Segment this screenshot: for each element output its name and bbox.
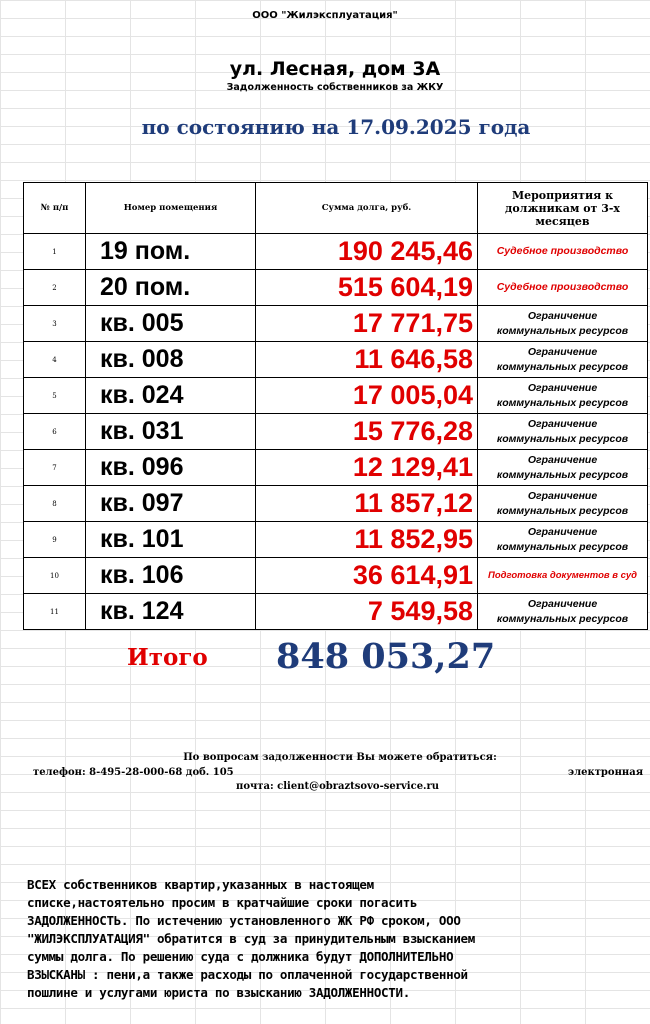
room-number: кв. 124	[86, 594, 256, 630]
col-header-room: Номер помещения	[86, 183, 256, 234]
table-row	[24, 522, 648, 558]
row-number: 6	[24, 414, 86, 450]
notice-line: ВСЕХ собственников квартир,указанных в настоящем	[27, 877, 374, 892]
room-number: кв. 096	[86, 450, 256, 486]
room-number: кв. 008	[86, 342, 256, 378]
debt-measure	[478, 306, 648, 342]
debt-amount: 17 005,04	[256, 378, 478, 414]
contact-email: почта: client@obraztsovo-service.ru	[236, 781, 440, 792]
row-number: 8	[24, 486, 86, 522]
table-body	[24, 234, 648, 630]
contact-electronic: электронная	[568, 767, 644, 778]
notice-line: ВЗЫСКАНЫ : пени,а также расходы по оплаченной государственной	[27, 967, 468, 982]
room-number: 19 пом.	[86, 234, 256, 270]
measure-line: коммунальных ресурсов	[496, 360, 629, 373]
room-number: кв. 005	[86, 306, 256, 342]
measure-line: Ограничение	[527, 453, 598, 466]
debt-measure	[478, 234, 648, 270]
debt-measure	[478, 558, 648, 594]
measure-line: Ограничение	[527, 345, 598, 358]
contact-phone: телефон: 8-495-28-000-68 доб. 105	[33, 767, 234, 778]
debt-measure	[478, 594, 648, 630]
table-row	[24, 450, 648, 486]
debt-amount: 11 857,12	[256, 486, 478, 522]
table-row	[24, 558, 648, 594]
company-name: ООО "Жилэксплуатация"	[252, 10, 398, 21]
debt-amount: 190 245,46	[256, 234, 478, 270]
measure-line: коммунальных ресурсов	[496, 324, 629, 337]
measure-line: коммунальных ресурсов	[496, 396, 629, 409]
row-number: 4	[24, 342, 86, 378]
room-number: 20 пом.	[86, 270, 256, 306]
table-row	[24, 414, 648, 450]
debt-measure	[478, 378, 648, 414]
debt-amount: 7 549,58	[256, 594, 478, 630]
measure-line: Судебное производство	[496, 281, 629, 293]
debt-measure	[478, 414, 648, 450]
debt-measure	[478, 522, 648, 558]
row-number: 9	[24, 522, 86, 558]
measure-line: коммунальных ресурсов	[496, 612, 629, 625]
as-of-date: по состоянию на 17.09.2025 года	[141, 115, 531, 139]
measure-line: коммунальных ресурсов	[496, 468, 629, 481]
table-row	[24, 486, 648, 522]
room-number: кв. 106	[86, 558, 256, 594]
measure-line: Ограничение	[527, 417, 598, 430]
debt-measure	[478, 486, 648, 522]
debt-amount: 11 852,95	[256, 522, 478, 558]
table-row	[24, 594, 648, 630]
measure-line: Ограничение	[527, 381, 598, 394]
room-number: кв. 024	[86, 378, 256, 414]
row-number: 5	[24, 378, 86, 414]
building-address: ул. Лесная, дом 3А	[229, 58, 441, 80]
col-header-measures: Мероприятия к должникам от 3-х месяцев	[478, 183, 648, 234]
debt-table	[23, 182, 648, 630]
col-header-amount: Сумма долга, руб.	[256, 183, 478, 234]
table-row	[24, 270, 648, 306]
room-number: кв. 031	[86, 414, 256, 450]
table-row	[24, 234, 648, 270]
notice-line: ЗАДОЛЖЕННОСТЬ. По истечению установленного ЖК РФ сроком, ООО	[27, 913, 461, 928]
debt-amount: 515 604,19	[256, 270, 478, 306]
document-subtitle: Задолженность собственников за ЖКУ	[226, 82, 444, 93]
total-value: 848 053,27	[276, 636, 496, 677]
table-row	[24, 378, 648, 414]
measure-line: коммунальных ресурсов	[496, 540, 629, 553]
notice-line: "ЖИЛЭКСПЛУАТАЦИЯ" обратится в суд за принудительным взысканием	[27, 931, 475, 946]
measure-line: коммунальных ресурсов	[496, 504, 629, 517]
debt-measure	[478, 270, 648, 306]
measure-line: Ограничение	[527, 309, 598, 322]
debt-amount: 36 614,91	[256, 558, 478, 594]
row-number: 7	[24, 450, 86, 486]
debt-measure	[478, 450, 648, 486]
table-row	[24, 342, 648, 378]
debt-amount: 12 129,41	[256, 450, 478, 486]
measure-line: Подготовка документов в суд	[488, 570, 637, 581]
measure-line: Судебное производство	[496, 245, 629, 257]
row-number: 10	[24, 558, 86, 594]
debt-notice	[27, 876, 647, 1002]
contact-heading: По вопросам задолженности Вы можете обратиться:	[183, 752, 497, 763]
notice-line: списке,настоятельно просим в кратчайшие сроки погасить	[27, 895, 418, 910]
notice-line: пошлине и услугами юриста по взысканию ЗАДОЛЖЕННОСТИ.	[27, 985, 410, 1000]
total-label: Итого	[127, 644, 208, 671]
debt-amount: 11 646,58	[256, 342, 478, 378]
table-header-row	[24, 183, 648, 234]
debt-amount: 15 776,28	[256, 414, 478, 450]
measure-line: Ограничение	[527, 597, 598, 610]
col-header-number: № п/п	[24, 183, 86, 234]
measure-line: Ограничение	[527, 489, 598, 502]
room-number: кв. 097	[86, 486, 256, 522]
room-number: кв. 101	[86, 522, 256, 558]
row-number: 1	[24, 234, 86, 270]
row-number: 3	[24, 306, 86, 342]
row-number: 11	[24, 594, 86, 630]
measure-line: коммунальных ресурсов	[496, 432, 629, 445]
debt-measure	[478, 342, 648, 378]
notice-line: суммы долга. По решению суда с должника будут ДОПОЛНИТЕЛЬНО	[27, 949, 454, 964]
table-row	[24, 306, 648, 342]
debt-amount: 17 771,75	[256, 306, 478, 342]
measure-line: Ограничение	[527, 525, 598, 538]
row-number: 2	[24, 270, 86, 306]
